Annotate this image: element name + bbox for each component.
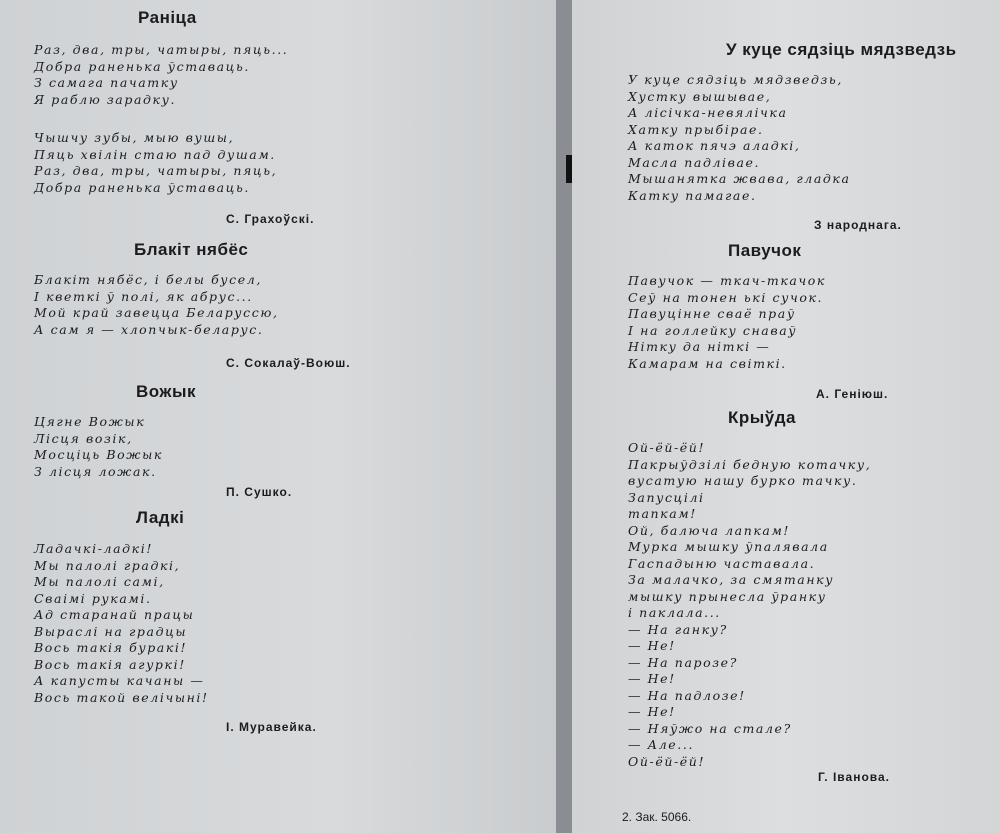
poem-line: — На парозе? bbox=[628, 654, 738, 670]
poem-line: З лісця ложак. bbox=[34, 463, 157, 479]
poem-author: А. Геніюш. bbox=[816, 387, 889, 401]
poem-line: Мурка мышку ўпалявала bbox=[628, 539, 829, 554]
right-page bbox=[572, 0, 1000, 833]
poem-stanza bbox=[34, 272, 279, 338]
poem-author: П. Сушко. bbox=[226, 485, 293, 499]
poem-line: Хатку прыбірае. bbox=[628, 121, 764, 137]
poem-line: А лісічка-невялічка bbox=[628, 105, 788, 120]
poem-line: — Не! bbox=[628, 638, 676, 653]
poem-line: Павучок — ткач-ткачок bbox=[628, 273, 826, 288]
poem-line: Добра раненька ўставаць. bbox=[34, 179, 250, 195]
poem-line: Сеў на тонен ькі сучок. bbox=[628, 289, 824, 305]
poem-line: Добра раненька ўставаць. bbox=[34, 58, 250, 74]
poem-line: Запусцілі bbox=[628, 489, 705, 505]
poem-line: Цягне Вожык bbox=[34, 414, 146, 429]
poem-line: А капусты качаны — bbox=[34, 673, 205, 688]
poem-line: Я раблю зарадку. bbox=[34, 91, 177, 107]
poem-line: тапкам! bbox=[628, 506, 697, 521]
poem-line: — На падлозе! bbox=[628, 687, 746, 703]
poem-line: А сам я — хлопчык-беларус. bbox=[34, 321, 264, 337]
poem-line: Выраслі на градцы bbox=[34, 623, 188, 639]
poem-stanza bbox=[34, 541, 209, 706]
poem-line: — Не! bbox=[628, 671, 676, 686]
poem-line: І на голлейку снаваў bbox=[628, 322, 798, 338]
poem-line: Павуцінне сваё праў bbox=[628, 306, 796, 321]
poem-author: І. Муравейка. bbox=[226, 720, 317, 734]
poem-title: Раніца bbox=[138, 8, 197, 27]
poem-line: Ой-ёй-ёй! bbox=[628, 753, 706, 769]
poem-line: Чышчу зубы, мыю вушы, bbox=[34, 130, 235, 145]
poem-title: Павучок bbox=[728, 241, 802, 260]
poem-line: Блакіт нябёс, і белы бусел, bbox=[34, 272, 262, 287]
poem-line: Сваімі рукамі. bbox=[34, 590, 152, 606]
poem-stanza bbox=[34, 414, 163, 480]
poem-line: Ой-ёй-ёй! bbox=[628, 440, 706, 455]
poem-author: С. Сокалаў-Воюш. bbox=[226, 356, 351, 370]
poem-title: У куце сядзіць мядзведзь bbox=[726, 40, 957, 59]
poem-line: За малачко, за смятанку bbox=[628, 572, 835, 587]
poem-stanza bbox=[628, 440, 871, 770]
poem-line: Ад старанай працы bbox=[34, 607, 195, 622]
poem-line: — На ганку? bbox=[628, 621, 728, 637]
poem-line: — Не! bbox=[628, 704, 676, 719]
poem-title: Ладкі bbox=[136, 508, 185, 527]
poem-line: Мы палолі градкі, bbox=[34, 557, 181, 573]
poem-author: С. Грахоўскі. bbox=[226, 212, 315, 226]
poem-line: Гаспадыню частавала. bbox=[628, 555, 816, 571]
poem-line: І кветкі ў полі, як абрус... bbox=[34, 288, 253, 304]
poem-line: Вось такой велічыні! bbox=[34, 689, 209, 705]
poem-line: З самага пачатку bbox=[34, 75, 179, 90]
poem-author: З народнага. bbox=[814, 218, 902, 232]
poem-stanza bbox=[628, 273, 826, 372]
poem-title: Вожык bbox=[136, 382, 197, 401]
poem-line: і паклала... bbox=[628, 605, 721, 620]
poem-line: У куце сядзіць мядзведзь, bbox=[628, 72, 843, 87]
poem-line: Масла падлівае. bbox=[628, 154, 761, 170]
poem-line: Пяць хвілін стаю пад душам. bbox=[34, 146, 276, 162]
poem-line: Пакрыўдзілі бедную котачку, bbox=[628, 456, 872, 472]
poem-line: Нітку да ніткі — bbox=[628, 339, 771, 354]
poem-line: Мы палолі самі, bbox=[34, 574, 165, 589]
poem-line: Ой, балюча лапкам! bbox=[628, 522, 791, 538]
poem-line: Катку памагае. bbox=[628, 187, 757, 203]
poem-line: Мосціць Вожык bbox=[34, 447, 163, 462]
poem-line: Вось такія агуркі! bbox=[34, 656, 186, 672]
poem-stanza bbox=[34, 42, 288, 108]
poem-line: — Няўжо на стале? bbox=[628, 720, 792, 736]
book-gutter bbox=[556, 0, 572, 833]
poem-line: Камарам на світкі. bbox=[628, 355, 787, 371]
poem-line: Раз, два, тры, чатыры, пяць... bbox=[34, 42, 289, 57]
poem-line: А каток пячэ аладкі, bbox=[628, 138, 801, 153]
poem-line: Мышанятка жвава, гладка bbox=[628, 171, 851, 186]
poem-line: вусатую нашу бурко тачку. bbox=[628, 473, 858, 488]
poem-line: Ладачкі-ладкі! bbox=[34, 541, 153, 556]
poem-stanza bbox=[628, 72, 851, 204]
poem-line: мышку прынесла ўранку bbox=[628, 588, 827, 604]
page-footer: 2. Зак. 5066. bbox=[622, 810, 692, 824]
poem-line: Раз, два, тры, чатыры, пяць, bbox=[34, 163, 278, 178]
poem-line: — Але... bbox=[628, 737, 695, 752]
poem-title: Крыўда bbox=[728, 408, 796, 427]
poem-author: Г. Іванова. bbox=[818, 770, 891, 784]
poem-title: Блакіт нябёс bbox=[134, 240, 249, 259]
poem-line: Мой край завецца Беларуссю, bbox=[34, 305, 279, 320]
poem-line: Лісця возік, bbox=[34, 430, 133, 446]
poem-line: Вось такія буракі! bbox=[34, 640, 188, 655]
poem-stanza bbox=[34, 130, 277, 196]
poem-line: Хустку вышывае, bbox=[628, 88, 772, 104]
